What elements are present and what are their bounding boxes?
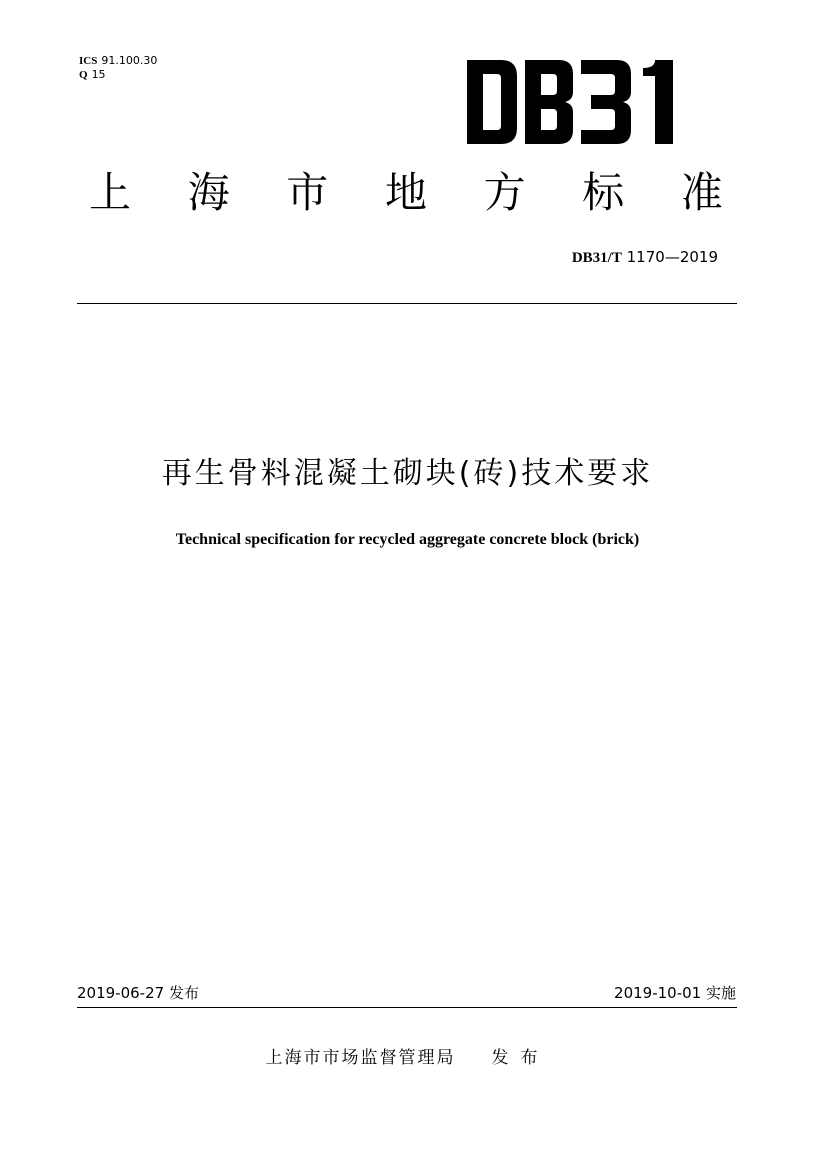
ics-code [79,54,157,68]
standard-type-char: 准 [680,168,723,217]
english-title: Technical specification for recycled aggregate concrete block (brick) [175,531,640,548]
standard-type-char: 上 [88,168,131,217]
footer-divider [77,1007,737,1008]
classification-codes [79,54,157,82]
standard-type-char: 方 [483,168,526,217]
ccs-label: Q [79,69,88,81]
header-divider [77,303,737,304]
standard-type-char: 海 [187,168,230,217]
publish-action: 发布 [491,1048,550,1068]
ccs-value: 15 [91,68,106,81]
publisher-line [0,1046,815,1070]
standard-number-prefix: DB31/T [571,250,622,266]
ics-label: ICS [79,55,98,67]
standard-type-char: 标 [582,168,625,217]
ccs-code [79,68,157,82]
ics-value: 91.100.30 [101,54,158,67]
standard-number-value: 1170—2019 [626,248,718,266]
standard-type-char: 地 [384,168,427,217]
standard-type-heading [86,168,726,218]
chinese-title: 再生骨料混凝土砌块(砖)技术要求 [161,456,654,491]
standard-number [572,247,718,268]
implementation-date: 2019-10-01 实施 [614,984,736,1002]
standard-type-char: 市 [286,168,329,217]
publisher-organization: 上海市市场监督管理局 [265,1048,456,1068]
issue-date: 2019-06-27 发布 [77,984,199,1002]
db31-logo [467,60,691,144]
